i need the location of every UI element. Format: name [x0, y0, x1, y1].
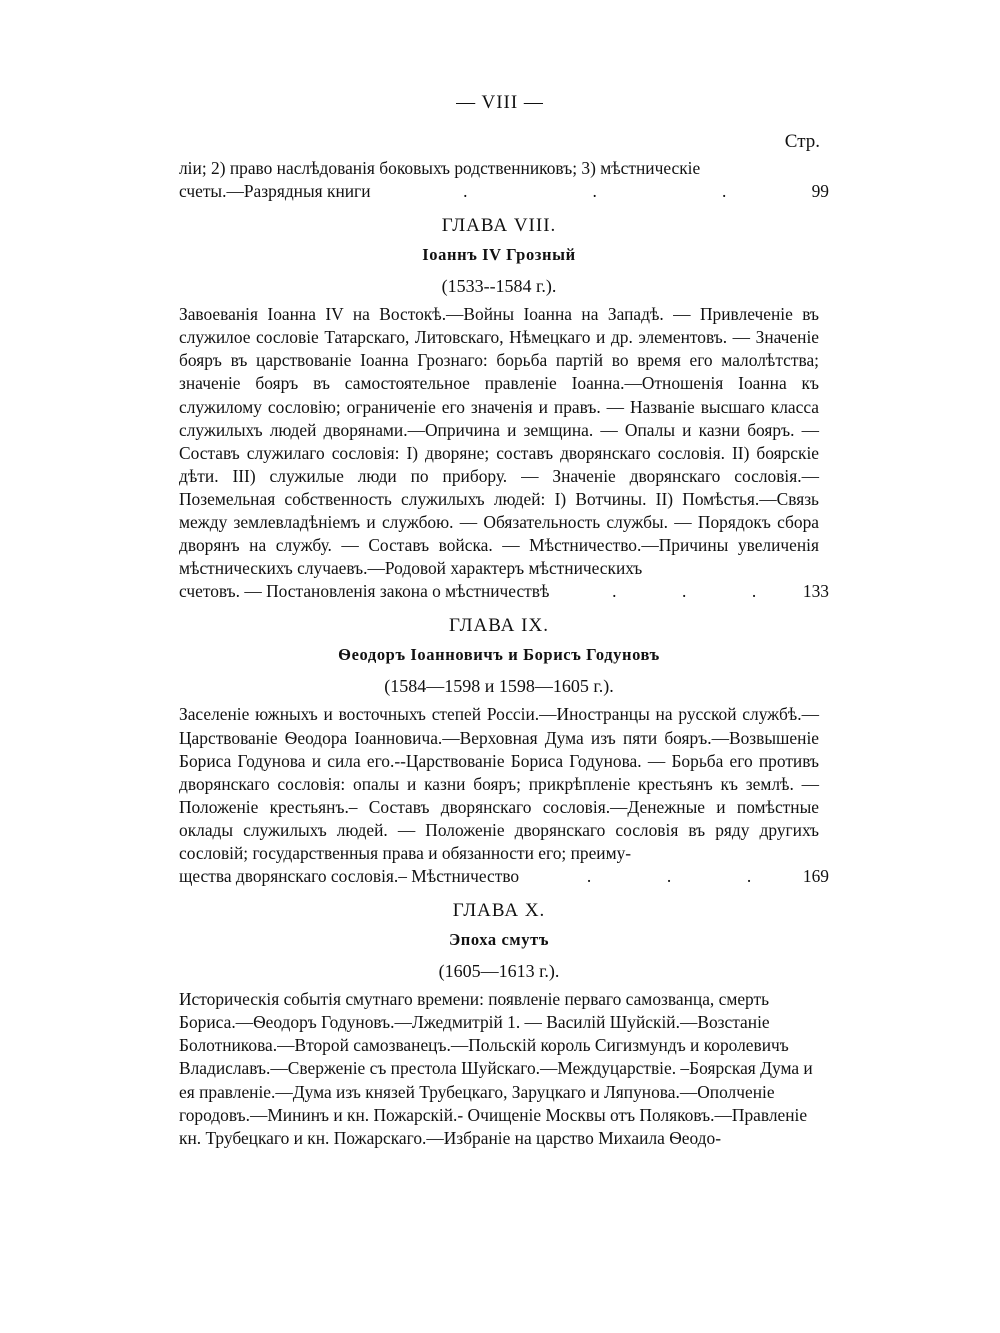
- leader-dots: . . .: [586, 866, 752, 887]
- chapter-last-line: [179, 865, 829, 888]
- carryover-entry: [179, 157, 829, 203]
- carryover-last-line: [179, 180, 829, 203]
- chapter-last-line: [179, 580, 829, 603]
- chapter-last-text: счетовъ. — Постановленія закона о мѣстничествѣ: [179, 581, 550, 602]
- chapter-dates: (1584—1598 и 1598—1605 г.).: [384, 676, 614, 697]
- chapter-title: ГЛАВА IX.: [449, 615, 549, 637]
- chapter-title: ГЛАВА VIII.: [441, 215, 557, 237]
- leader-dots: . . .: [463, 181, 727, 202]
- chapter-viii: [179, 213, 829, 603]
- chapter-ix: [179, 613, 829, 888]
- running-head: — VIII —: [456, 92, 544, 113]
- chapter-subtitle: Ѳеодоръ Іоанновичъ и Борисъ Годуновъ: [338, 645, 660, 665]
- chapter-summary: Историческія событія смутнаго времени: появленіе перваго самозванца, смерть Бориса.—Ѳеодоръ Годуновъ.—Лжедмитрій 1. — Василій Шуйскій.—Возстаніе Болотникова.—Второй самозванецъ.—Польскій король Сигизмундъ и королевичъ Владиславъ.—Сверженіе съ престола Шуйскаго.—Междуцарствіе. –Боярская Дума и ея правленіе.—Дума изъ князей Трубецкаго, Заруцкаго и Ляпунова.—Ополченіе городовъ.—Мининъ и кн. Пожарскій.- Очищеніе Москвы отъ Поляковъ.—Правленіе кн. Трубецкаго и кн. Пожарскаго.—Избраніе на царство Михаила Ѳеодо-: [179, 989, 813, 1148]
- chapter-summary: Заселеніе южныхъ и восточныхъ степей Россіи.—Иностранцы на русской службѣ.—Царствованіе Ѳеодора Іоанновича.—Верховная Дума изъ пяти бояръ.—Возвышеніе Бориса Годунова и сила его.--Царствованіе Бориса Годунова. — Борьба его противъ дворянскаго сословія: опалы и казни бояръ; прикрѣпленіе крестьянъ къ землѣ. — Положеніе крестьянъ.– Составъ дворянскаго сословія.—Денежные и помѣстные оклады служилыхъ людей. — Положеніе дворянскаго сословія въ ряду другихъ сословій; государственныя права и обязанности его; преиму-: [179, 704, 819, 863]
- chapter-body: [179, 303, 829, 603]
- chapter-last-text: щества дворянскаго сословія.– Мѣстничество: [179, 866, 520, 887]
- chapter-subtitle: Эпоха смутъ: [448, 930, 550, 950]
- chapter-subtitle: Іоаннъ IV Грозный: [422, 245, 576, 265]
- leader-dots: . . .: [612, 581, 757, 602]
- page-column-label: Стр.: [784, 131, 820, 152]
- chapter-dates: (1533--1584 г.).: [441, 276, 557, 297]
- carryover-page-number: 99: [811, 181, 829, 202]
- chapter-title: ГЛАВА X.: [452, 900, 546, 922]
- chapter-dates: (1605—1613 г.).: [438, 961, 560, 982]
- carryover-last-text: счеты.—Разрядныя книги: [179, 181, 371, 202]
- chapter-x: [179, 898, 819, 1150]
- chapter-page-number: 133: [802, 581, 829, 602]
- table-of-contents: [179, 157, 829, 1150]
- chapter-page-number: 169: [802, 866, 829, 887]
- chapter-body: [179, 703, 829, 888]
- chapter-summary: Завоеванія Іоанна IV на Востокѣ.—Войны Іоанна на Западѣ. — Привлеченіе въ служилое сословіе Татарскаго, Литовскаго, Нѣмецкаго и др. элементовъ. — Значеніе бояръ въ царствованіе Іоанна Грознаго: борьба партій во время его малолѣтства; значеніе бояръ въ самостоятельное правленіе Іоанна.—Отношенія Іоанна къ служилому сословію; ограниченіе его значенія и правъ. — Названіе высшаго класса служилыхъ людей дворянами.—Опричина и земщина. — Опалы и казни бояръ. — Составъ служилаго сословія: I) дворяне; составъ дворянскаго сословія. II) боярскіе дѣти. III) служилые люди по прибору. — Значеніе дворянскаго сословія.—Поземельная собственность служилыхъ людей: I) Вотчины. II) Помѣстья.—Связь между землевладѣніемъ и службою. — Обязательность службы. — Порядокъ сбора дворянъ на службу. — Составъ войска. — Мѣстничество.—Причины увеличенія мѣстническихъ случаевъ.—Родовой характеръ мѣстническихъ: [179, 304, 819, 579]
- carryover-text: ліи; 2) право наслѣдованія боковыхъ родственниковъ; 3) мѣстническіе: [179, 158, 701, 178]
- chapter-body: [179, 988, 819, 1150]
